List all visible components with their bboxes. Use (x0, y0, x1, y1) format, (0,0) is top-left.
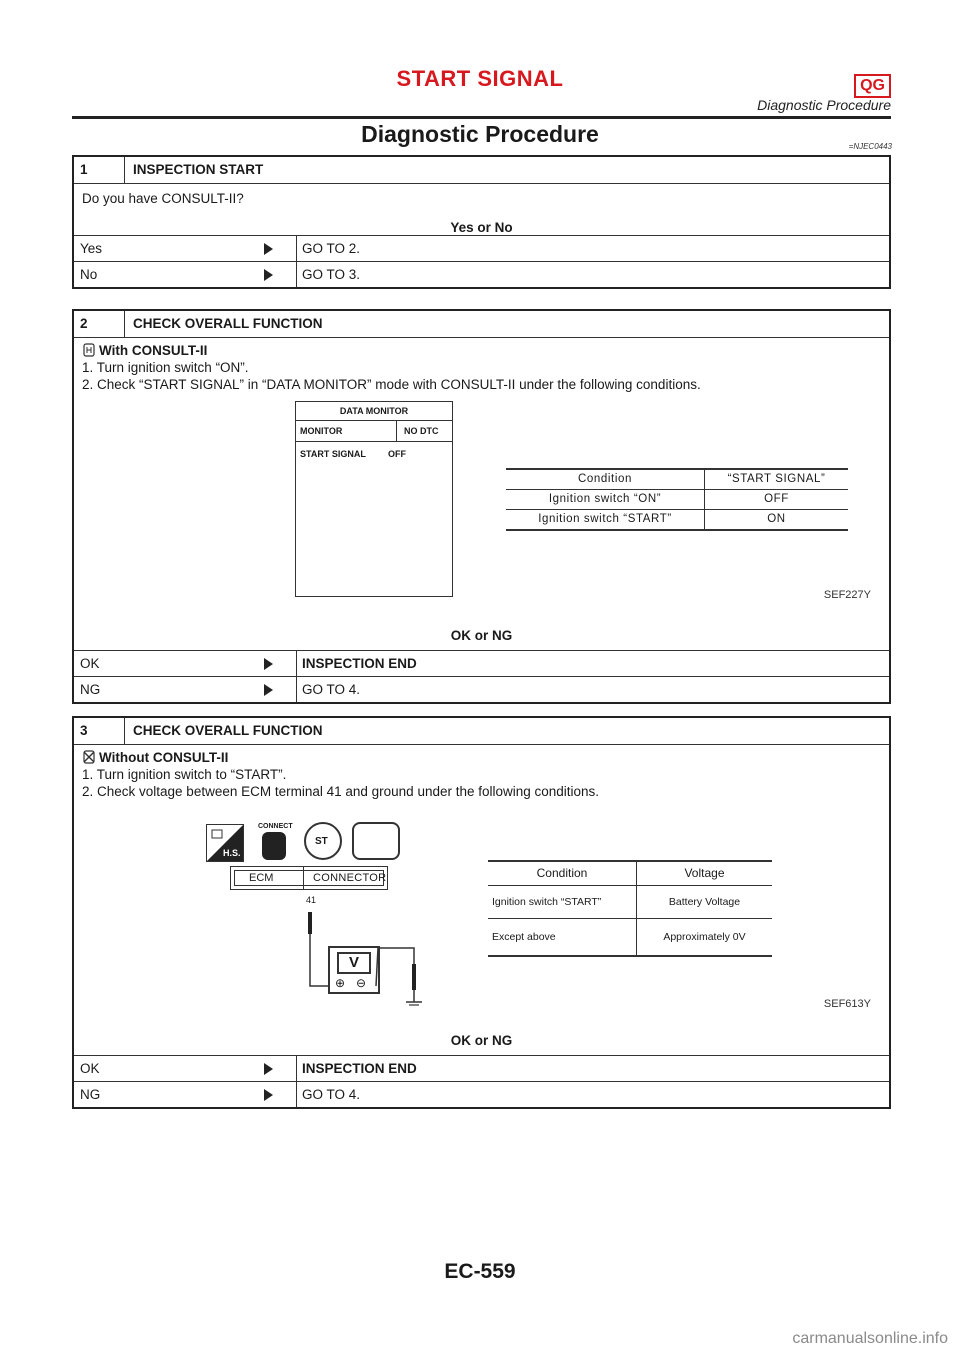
table-cell: OFF (705, 490, 849, 510)
answer-key: OK (80, 656, 100, 671)
answer-action: INSPECTION END (302, 656, 417, 671)
step-title-row (74, 718, 889, 744)
table-cell: Battery Voltage (637, 886, 773, 919)
column-divider (296, 1056, 297, 1081)
answer-row-ng[interactable] (74, 1081, 889, 1107)
monitor-header-row (296, 421, 452, 442)
arrow-right-icon (264, 1089, 273, 1101)
voltmeter-display: V (337, 952, 371, 974)
section-subtitle: Diagnostic Procedure (757, 97, 891, 113)
answer-action: INSPECTION END (302, 1061, 417, 1076)
connector-icon (262, 832, 286, 860)
step-body (74, 744, 889, 1049)
answer-action: GO TO 4. (302, 1087, 361, 1102)
answer-key: OK (80, 1061, 100, 1076)
table-row (488, 919, 772, 957)
step-body (74, 183, 889, 235)
column-divider (296, 236, 297, 261)
terminal-number: 41 (306, 895, 317, 905)
voltmeter-icon (328, 946, 380, 994)
page-number: EC-559 (444, 1260, 516, 1283)
step-title: CHECK OVERALL FUNCTION (133, 723, 323, 738)
table-cell: Approximately 0V (637, 919, 773, 957)
mode-line (82, 342, 881, 359)
hs-label: H.S. (223, 848, 241, 858)
instruction-line: 2. Check voltage between ECM terminal 41 and ground under the following conditions. (82, 784, 600, 799)
monitor-item: START SIGNAL (300, 449, 366, 459)
ecm-connector (230, 866, 388, 890)
table-row (506, 510, 848, 531)
table-cell: Except above (488, 919, 637, 957)
step-title-row (74, 311, 889, 337)
monitor-title: DATA MONITOR (296, 402, 452, 421)
monitor-value: OFF (388, 449, 406, 459)
column-divider (296, 262, 297, 287)
step-number: 2 (80, 311, 125, 337)
mode-label: Without CONSULT-II (99, 750, 229, 765)
table-cell: Ignition switch “START” (506, 510, 705, 531)
answer-key: NG (80, 682, 101, 697)
table-header-row (506, 469, 848, 490)
answer-action: GO TO 2. (302, 241, 361, 256)
voltage-condition-table (488, 860, 772, 957)
step-2-box (72, 309, 891, 704)
answer-row-yes[interactable] (74, 235, 889, 261)
table-header-cell: “START SIGNAL” (705, 469, 849, 490)
mode-label: With CONSULT-II (99, 343, 208, 358)
plus-terminal-icon: ⊕ (335, 976, 346, 990)
table-row (488, 886, 772, 919)
connect-label: CONNECT (258, 823, 293, 830)
figure-sef227y (82, 401, 881, 633)
table-cell: ON (705, 510, 849, 531)
answer-key: Yes (80, 241, 103, 256)
consult-ii-icon (82, 343, 96, 357)
table-cell: Ignition switch “ON” (506, 490, 705, 510)
figure-label: SEF227Y (823, 589, 871, 601)
data-monitor-screen (295, 401, 453, 597)
arrow-right-icon (264, 684, 273, 696)
decision-prompt: OK or NG (450, 1033, 513, 1048)
harness-connector-icon (352, 822, 400, 860)
answer-action: GO TO 4. (302, 682, 361, 697)
probe-wiring (292, 898, 492, 1008)
figure-sef613y (82, 808, 881, 1030)
arrow-right-icon (264, 269, 273, 281)
step-title-row (74, 157, 889, 183)
site-watermark: carmanualsonline.info (792, 1330, 948, 1347)
arrow-right-icon (264, 1063, 273, 1075)
ignition-key-icon (304, 822, 342, 860)
table-header-cell: Condition (506, 469, 705, 490)
figure-label: SEF613Y (823, 998, 871, 1010)
table-header-cell: Condition (488, 861, 637, 886)
section-title: START SIGNAL (396, 66, 564, 91)
answer-row-ok[interactable] (74, 650, 889, 676)
step-number: 3 (80, 718, 125, 744)
instruction-line: 2. Check “START SIGNAL” in “DATA MONITOR” mode with CONSULT-II under the following conditions. (82, 377, 701, 392)
column-divider (296, 677, 297, 702)
instruction-line: 1. Turn ignition switch “ON”. (82, 360, 249, 375)
no-consult-icon (82, 750, 96, 764)
table-header-row (488, 861, 772, 886)
column-divider (296, 651, 297, 676)
answer-row-no[interactable] (74, 261, 889, 287)
step-body (74, 337, 889, 644)
key-position-label: ST (315, 836, 328, 847)
mode-line (82, 749, 881, 766)
instruction-line: 1. Turn ignition switch to “START”. (82, 767, 287, 782)
connector-label: CONNECTOR (313, 872, 387, 884)
hs-icon (206, 824, 244, 862)
monitor-col-label: MONITOR (300, 426, 343, 436)
answer-row-ng[interactable] (74, 676, 889, 702)
table-header-cell: Voltage (637, 861, 773, 886)
answer-key: NG (80, 1087, 101, 1102)
minus-terminal-icon: ⊖ (356, 976, 367, 990)
decision-prompt: Yes or No (450, 220, 513, 235)
monitor-divider (396, 421, 397, 441)
answer-row-ok[interactable] (74, 1055, 889, 1081)
page-title: Diagnostic Procedure (361, 121, 599, 147)
answer-key: No (80, 267, 98, 282)
decision-prompt: OK or NG (450, 628, 513, 643)
engine-badge: QG (854, 74, 891, 98)
header-divider (72, 116, 891, 119)
step-number: 1 (80, 157, 125, 183)
ecm-divider (303, 867, 304, 889)
table-cell: Ignition switch “START” (488, 886, 637, 919)
answer-action: GO TO 3. (302, 267, 361, 282)
arrow-right-icon (264, 658, 273, 670)
condition-table (506, 468, 848, 531)
step-3-box (72, 716, 891, 1109)
step-title: CHECK OVERALL FUNCTION (133, 316, 323, 331)
monitor-status: NO DTC (404, 426, 439, 436)
ecm-label: ECM (249, 872, 274, 884)
arrow-right-icon (264, 243, 273, 255)
column-divider (296, 1082, 297, 1107)
step-question-text: Do you have CONSULT-II? (82, 191, 244, 206)
table-row (506, 490, 848, 510)
step-title: INSPECTION START (133, 162, 264, 177)
step-1-box (72, 155, 891, 289)
page-reference: =NJEC0443 (848, 142, 892, 151)
